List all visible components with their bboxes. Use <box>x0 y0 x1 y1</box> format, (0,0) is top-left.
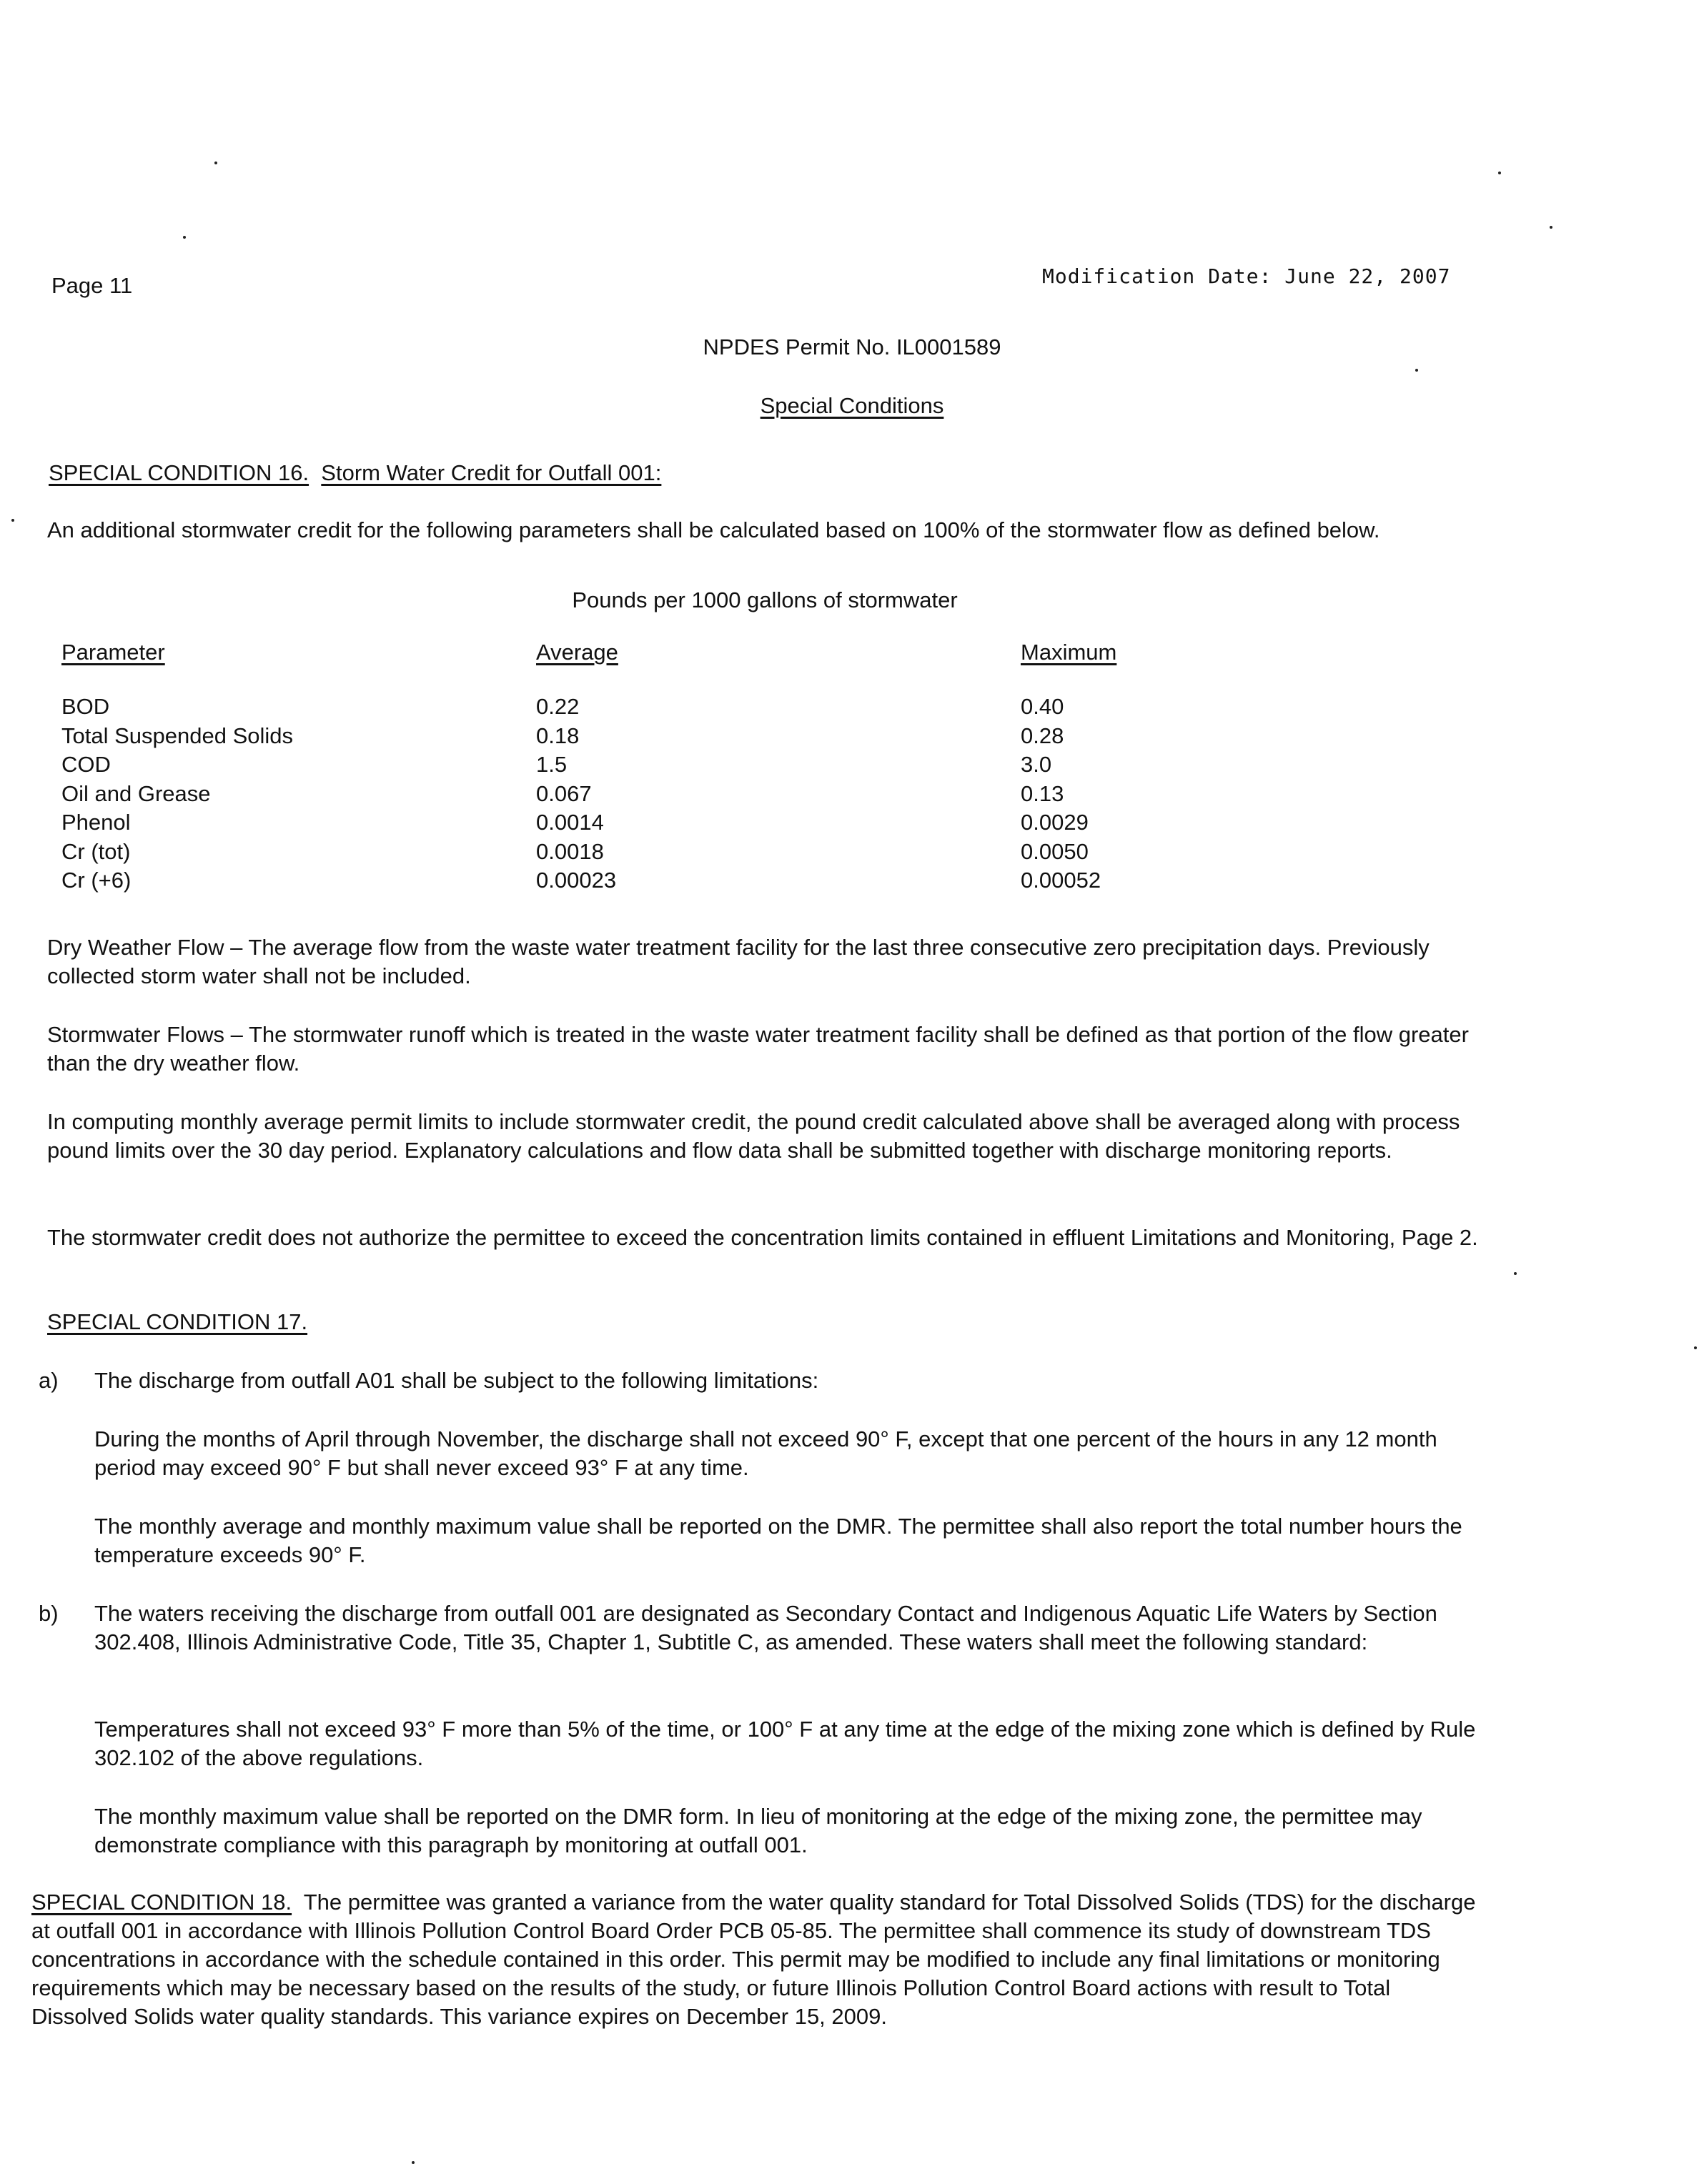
sc16-heading: SPECIAL CONDITION 16. <box>49 460 309 485</box>
scan-speck <box>1694 1346 1697 1349</box>
table-row <box>61 781 1205 810</box>
sc17-b-paragraph-2: The monthly maximum value shall be reported on the DMR form. In lieu of monitoring at the edge of the mixing zone, the permittee may demonstrate compliance with this paragraph by monitoring at outfall 001. <box>94 1804 1422 1857</box>
maximum-cell: 0.00052 <box>1021 868 1101 893</box>
parameter-cell: Total Suspended Solids <box>61 723 294 748</box>
computing-limits: In computing monthly average permit limits to include stormwater credit, the pound credit calculated above shall be averaged along with process pound limits over the 30 day period. Explanatory calculations and flow data shall be submitted together with discharge monitoring reports. <box>47 1109 1460 1163</box>
scan-speck <box>183 236 186 239</box>
table-row <box>61 723 1205 753</box>
average-cell: 0.067 <box>536 780 592 806</box>
credit-note: The stormwater credit does not authorize the permittee to exceed the concentration limits contained in effluent Limitations and Monitoring, Page 2. <box>47 1225 1478 1250</box>
parameter-cell: Phenol <box>61 810 131 835</box>
table-row <box>61 868 1205 897</box>
sc17-a-label: a) <box>39 1368 59 1393</box>
table-row <box>61 810 1205 839</box>
maximum-cell: 0.0050 <box>1021 838 1089 864</box>
sc16-heading-line <box>49 459 661 487</box>
table-row <box>61 752 1205 781</box>
sc17-a-paragraph-1: During the months of April through November, the discharge shall not exceed 90° F, except that one percent of the hours in any 12 month period may exceed 90° F but shall never exceed 93° F at any time. <box>94 1426 1437 1480</box>
column-header: Average <box>536 640 618 665</box>
scan-speck <box>1498 172 1501 174</box>
maximum-cell: 0.0029 <box>1021 810 1089 835</box>
sc17-a-paragraph-2: The monthly average and monthly maximum value shall be reported on the DMR. The permittee shall also report the total number hours the temperature exceeds 90° F. <box>94 1514 1462 1567</box>
sc17-heading: SPECIAL CONDITION 17. <box>47 1309 308 1334</box>
modification-date: Modification Date: June 22, 2007 <box>1042 264 1451 288</box>
scan-speck <box>1415 369 1418 372</box>
scan-speck <box>214 162 217 164</box>
column-header: Parameter <box>61 640 165 665</box>
scan-speck <box>412 2161 415 2164</box>
maximum-cell: 0.40 <box>1021 694 1064 719</box>
average-cell: 0.0014 <box>536 810 604 835</box>
parameter-cell: Cr (tot) <box>61 838 131 864</box>
sc18-paragraph <box>31 1888 1482 2031</box>
sc16-title: Storm Water Credit for Outfall 001: <box>321 460 662 485</box>
stormwater-flows: Stormwater Flows – The stormwater runoff which is treated in the waste water treatment facility shall be defined as that portion of the flow greater than the dry weather flow. <box>47 1022 1469 1076</box>
page-number: Page 11 <box>51 273 133 298</box>
scan-speck <box>1550 226 1552 229</box>
table-row <box>61 694 1205 723</box>
column-header: Maximum <box>1021 640 1117 665</box>
sc16-intro: An additional stormwater credit for the following parameters shall be calculated based on 100% of the stormwater flow as defined below. <box>47 517 1380 542</box>
permit-number: NPDES Permit No. IL0001589 <box>703 334 1001 359</box>
scan-speck <box>11 519 14 522</box>
average-cell: 0.00023 <box>536 868 617 893</box>
maximum-cell: 0.13 <box>1021 780 1064 806</box>
stormwater-credit-table <box>61 640 1205 897</box>
table-row <box>61 839 1205 868</box>
sc17-b-text: The waters receiving the discharge from outfall 001 are designated as Secondary Contact and Indigenous Aquatic Life Waters by Section 302.408, Illinois Administrative Code, Title 35, Chapter 1, Subtitle C, as amended. These waters shall meet the following standard: <box>94 1601 1437 1654</box>
parameter-cell: Oil and Grease <box>61 780 211 806</box>
sc18-text: The permittee was granted a variance from the water quality standard for Total Dissolved Solids (TDS) for the discharge at outfall 001 in accordance with Illinois Pollution Control Board Order PCB 05-85. The permittee shall commence its study of downstream TDS concentrations in accordance with the schedule contained in this order. This permit may be modified to include any final limitations or monitoring requirements which may be necessary based on the results of the study, or future Illinois Pollution Control Board actions with result to Total Dissolved Solids water quality standards. This variance expires on December 15, 2009. <box>31 1890 1476 2029</box>
average-cell: 0.0018 <box>536 838 604 864</box>
sc17-b-label: b) <box>39 1601 59 1626</box>
maximum-cell: 3.0 <box>1021 752 1052 777</box>
table-header-row <box>61 640 1205 694</box>
parameter-cell: BOD <box>61 694 110 719</box>
sc17-a-text: The discharge from outfall A01 shall be subject to the following limitations: <box>94 1368 819 1393</box>
section-title: Special Conditions <box>760 393 944 418</box>
average-cell: 0.18 <box>536 723 580 748</box>
parameter-cell: COD <box>61 752 111 777</box>
dry-weather-flow: Dry Weather Flow – The average flow from the waste water treatment facility for the last three consecutive zero precipitation days. Previously collected storm water shall not be included. <box>47 935 1430 988</box>
scan-speck <box>1514 1272 1517 1275</box>
maximum-cell: 0.28 <box>1021 723 1064 748</box>
sc17-b-paragraph-1: Temperatures shall not exceed 93° F more than 5% of the time, or 100° F at any time at the edge of the mixing zone which is defined by Rule 302.102 of the above regulations. <box>94 1717 1476 1770</box>
parameter-cell: Cr (+6) <box>61 868 132 893</box>
average-cell: 1.5 <box>536 752 568 777</box>
table-caption: Pounds per 1000 gallons of stormwater <box>572 587 958 612</box>
sc18-heading: SPECIAL CONDITION 18. <box>31 1890 292 1915</box>
average-cell: 0.22 <box>536 694 580 719</box>
